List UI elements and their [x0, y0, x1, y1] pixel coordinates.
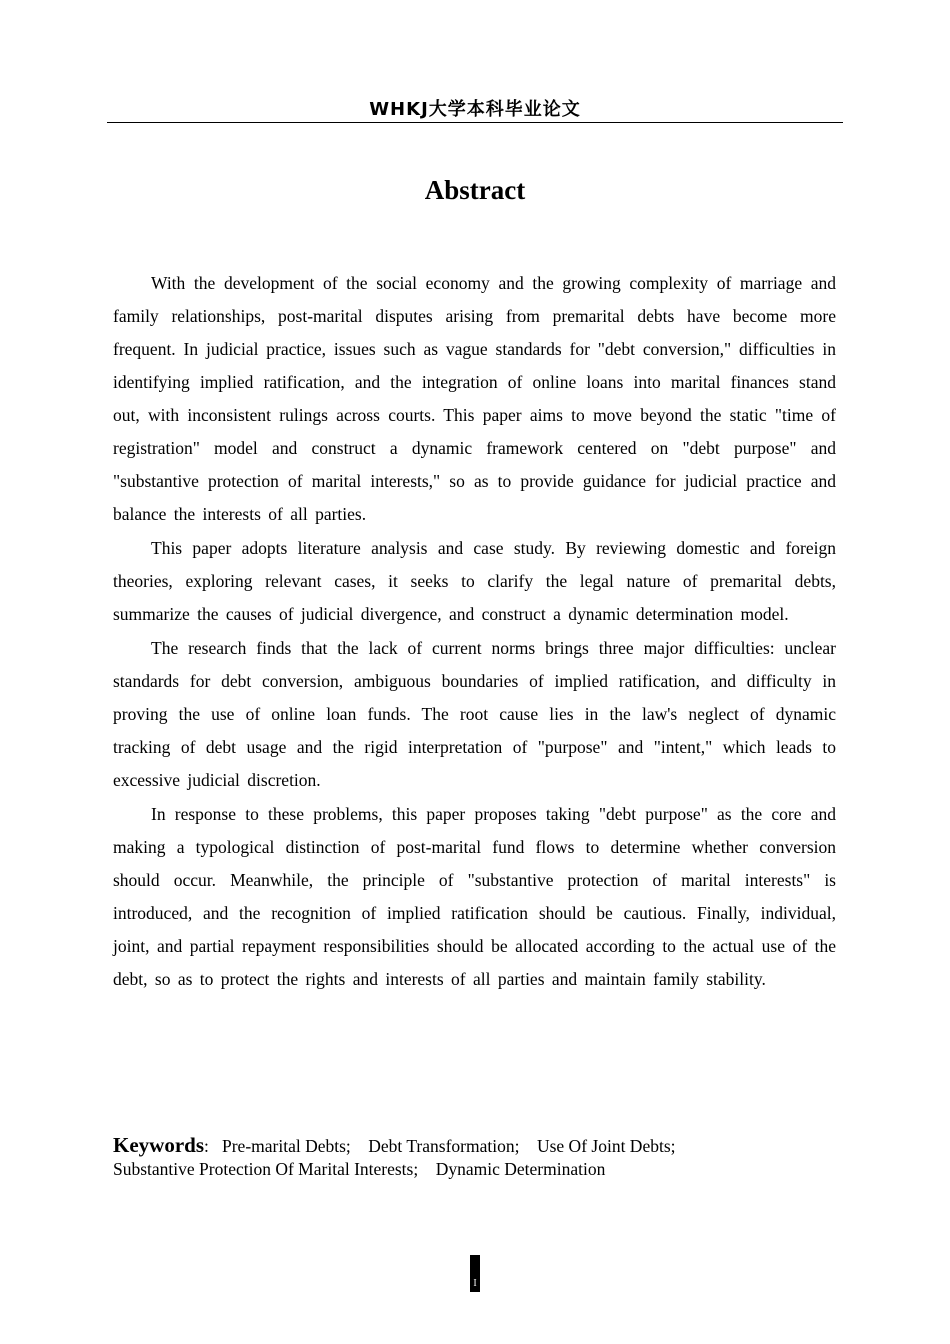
keywords-section	[113, 1134, 836, 1181]
keyword-item: Pre-marital Debts;	[222, 1136, 351, 1156]
header-rule	[107, 122, 843, 123]
keyword-item: Substantive Protection Of Marital Interests;	[113, 1159, 419, 1179]
abstract-paragraph: With the development of the social economy and the growing complexity of marriage and family relationships, post-marital disputes arising from premarital debts have become more frequent. In judicial practice, issues such as vague standards for "debt conversion," difficulties in identifying implied ratification, and the integration of online loans into marital finances stand out, with inconsistent rulings across courts. This paper aims to move beyond the static "time of registration" model and construct a dynamic framework centered on "debt purpose" and "substantive protection of marital interests," so as to provide guidance for judicial practice and balance the interests of all parties.	[113, 273, 836, 524]
keyword-item: Dynamic Determination	[435, 1159, 606, 1179]
keyword-item: Use Of Joint Debts;	[536, 1136, 676, 1156]
running-header: WHKJ大学本科毕业论文	[369, 99, 581, 120]
abstract-paragraph: This paper adopts literature analysis and case study. By reviewing domestic and foreign theories, exploring relevant cases, it seeks to clarify the legal nature of premarital debts, summarize the causes of judicial divergence, and construct a dynamic determination model.	[113, 538, 836, 624]
keywords-colon: :	[204, 1136, 209, 1156]
keyword-item: Debt Transformation;	[368, 1136, 520, 1156]
abstract-paragraph: In response to these problems, this paper proposes taking "debt purpose" as the core and making a typological distinction of post-marital fund flows to determine whether conversion should occur. Meanwhile, the principle of "substantive protection of marital interests" is introduced, and the recognition of implied ratification should be cautious. Finally, individual, joint, and partial repayment responsibilities should be allocated according to the actual use of the debt, so as to protect the rights and interests of all parties and maintain family stability.	[113, 804, 836, 989]
page-number: I	[470, 1255, 480, 1292]
abstract-title: Abstract	[424, 175, 526, 205]
abstract-paragraph: The research finds that the lack of current norms brings three major difficulties: unclear standards for debt conversion, ambiguous boundaries of implied ratification, and difficulty in proving the use of online loan funds. The root cause lies in the law's neglect of dynamic tracking of debt usage and the rigid interpretation of "purpose" and "intent," which leads to excessive judicial discretion.	[113, 638, 836, 790]
abstract-body	[113, 267, 836, 997]
keywords-label: Keywords	[113, 1133, 204, 1157]
